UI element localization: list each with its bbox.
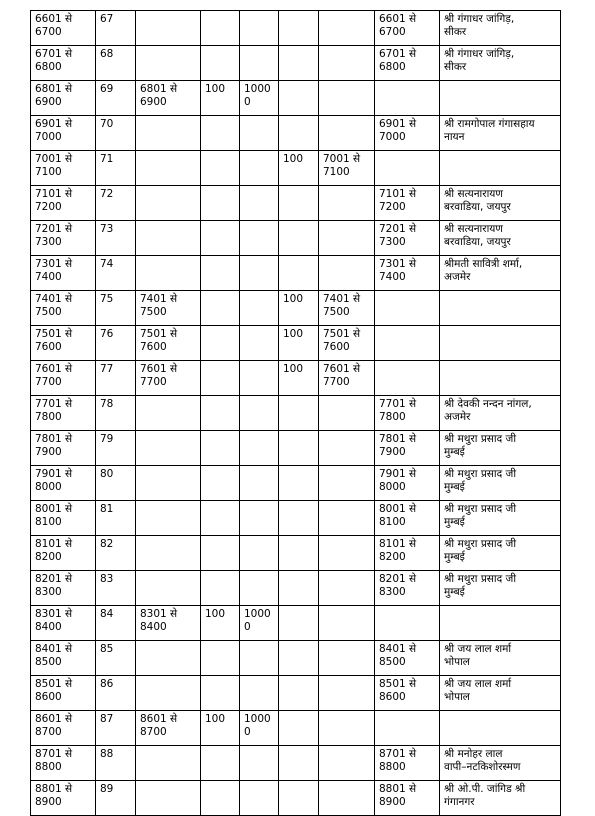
transfer-qty-cell: 100 xyxy=(279,151,319,186)
serial-cell: 86 xyxy=(96,676,136,711)
table-row xyxy=(31,326,561,361)
allotted-range-cell: 7401 से 7500 xyxy=(136,291,201,326)
allotted-range-cell xyxy=(136,116,201,151)
transfer-range-cell xyxy=(319,431,375,466)
holder-name-cell: श्री मथुरा प्रसाद जी मुम्बई xyxy=(440,501,561,536)
allotted-range-cell xyxy=(136,571,201,606)
holder-name-cell: श्री गंगाधर जांगिड़, सीकर xyxy=(440,46,561,81)
transfer-qty-cell xyxy=(279,221,319,256)
document-page xyxy=(30,10,561,816)
range-cell: 7101 से 7200 xyxy=(31,186,96,221)
allotted-qty-cell xyxy=(201,641,240,676)
range-cell: 7801 से 7900 xyxy=(31,431,96,466)
holder-name-cell: श्री ओ.पी. जांगिड श्री गंगानगर xyxy=(440,781,561,816)
allotted-amount-cell xyxy=(240,256,279,291)
allotted-range-cell xyxy=(136,746,201,781)
allotted-amount-cell xyxy=(240,466,279,501)
transfer-qty-cell xyxy=(279,256,319,291)
holder-name-cell: श्री जय लाल शर्मा भोपाल xyxy=(440,676,561,711)
allotted-range-cell: 7601 से 7700 xyxy=(136,361,201,396)
transfer-range-cell xyxy=(319,571,375,606)
allotted-qty-cell xyxy=(201,46,240,81)
transfer-qty-cell xyxy=(279,711,319,746)
holder-name-cell: श्री जय लाल शर्मा भोपाल xyxy=(440,641,561,676)
allotted-range-cell: 8301 से 8400 xyxy=(136,606,201,641)
serial-cell: 71 xyxy=(96,151,136,186)
allotted-amount-cell xyxy=(240,291,279,326)
holder-name-cell xyxy=(440,151,561,186)
table-body xyxy=(31,11,561,816)
range-cell: 7401 से 7500 xyxy=(31,291,96,326)
transfer-range-cell xyxy=(319,536,375,571)
range-cell: 7501 से 7600 xyxy=(31,326,96,361)
holder-name-cell xyxy=(440,81,561,116)
holder-name-cell: श्रीमती सावित्री शर्मा, अजमेर xyxy=(440,256,561,291)
allotted-qty-cell xyxy=(201,326,240,361)
allotted-range-cell xyxy=(136,186,201,221)
holder-range-cell: 7801 से 7900 xyxy=(375,431,440,466)
allotted-amount-cell xyxy=(240,326,279,361)
serial-cell: 72 xyxy=(96,186,136,221)
allotted-range-cell xyxy=(136,151,201,186)
range-cell: 7601 से 7700 xyxy=(31,361,96,396)
allotted-amount-cell: 1000 0 xyxy=(240,711,279,746)
table-row xyxy=(31,746,561,781)
transfer-qty-cell: 100 xyxy=(279,361,319,396)
serial-cell: 84 xyxy=(96,606,136,641)
holder-name-cell: श्री मनोहर लाल वापी–नटकिशोरस्मण xyxy=(440,746,561,781)
serial-cell: 73 xyxy=(96,221,136,256)
transfer-qty-cell xyxy=(279,431,319,466)
allotted-qty-cell xyxy=(201,361,240,396)
transfer-range-cell xyxy=(319,781,375,816)
holder-name-cell: श्री गंगाधर जांगिड़, सीकर xyxy=(440,11,561,46)
holder-range-cell xyxy=(375,606,440,641)
range-cell: 8701 से 8800 xyxy=(31,746,96,781)
holder-range-cell xyxy=(375,291,440,326)
table-row xyxy=(31,781,561,816)
transfer-qty-cell xyxy=(279,606,319,641)
allotted-amount-cell xyxy=(240,676,279,711)
transfer-range-cell xyxy=(319,396,375,431)
allotted-amount-cell: 1000 0 xyxy=(240,606,279,641)
table-row xyxy=(31,81,561,116)
transfer-qty-cell xyxy=(279,81,319,116)
serial-cell: 87 xyxy=(96,711,136,746)
table-row xyxy=(31,606,561,641)
transfer-range-cell xyxy=(319,186,375,221)
transfer-qty-cell: 100 xyxy=(279,291,319,326)
transfer-range-cell: 7001 से 7100 xyxy=(319,151,375,186)
table-row xyxy=(31,466,561,501)
allotted-amount-cell xyxy=(240,536,279,571)
holder-name-cell xyxy=(440,361,561,396)
transfer-range-cell xyxy=(319,711,375,746)
serial-cell: 82 xyxy=(96,536,136,571)
allotted-range-cell: 7501 से 7600 xyxy=(136,326,201,361)
allotted-amount-cell xyxy=(240,571,279,606)
holder-range-cell: 7901 से 8000 xyxy=(375,466,440,501)
transfer-range-cell xyxy=(319,746,375,781)
holder-range-cell xyxy=(375,326,440,361)
allotted-amount-cell xyxy=(240,781,279,816)
table-row xyxy=(31,221,561,256)
allotted-qty-cell xyxy=(201,781,240,816)
holder-range-cell xyxy=(375,711,440,746)
holder-range-cell: 8501 से 8600 xyxy=(375,676,440,711)
table-row xyxy=(31,431,561,466)
range-cell: 7001 से 7100 xyxy=(31,151,96,186)
transfer-range-cell: 7501 से 7600 xyxy=(319,326,375,361)
holder-name-cell: श्री मथुरा प्रसाद जी मुम्बई xyxy=(440,466,561,501)
serial-cell: 78 xyxy=(96,396,136,431)
table-row xyxy=(31,11,561,46)
transfer-range-cell xyxy=(319,676,375,711)
holder-name-cell xyxy=(440,606,561,641)
allotted-qty-cell xyxy=(201,571,240,606)
allotted-qty-cell xyxy=(201,501,240,536)
allotted-amount-cell: 1000 0 xyxy=(240,81,279,116)
serial-cell: 69 xyxy=(96,81,136,116)
serial-cell: 79 xyxy=(96,431,136,466)
allotted-qty-cell xyxy=(201,11,240,46)
allotted-amount-cell xyxy=(240,431,279,466)
table-row xyxy=(31,186,561,221)
serial-cell: 85 xyxy=(96,641,136,676)
table-row xyxy=(31,46,561,81)
serial-cell: 89 xyxy=(96,781,136,816)
allotted-range-cell xyxy=(136,781,201,816)
transfer-range-cell: 7401 से 7500 xyxy=(319,291,375,326)
allotted-amount-cell xyxy=(240,501,279,536)
holder-range-cell: 8201 से 8300 xyxy=(375,571,440,606)
transfer-qty-cell: 100 xyxy=(279,326,319,361)
allotted-qty-cell: 100 xyxy=(201,606,240,641)
allotted-amount-cell xyxy=(240,396,279,431)
transfer-range-cell xyxy=(319,221,375,256)
table-row xyxy=(31,676,561,711)
range-cell: 6601 से 6700 xyxy=(31,11,96,46)
holder-range-cell: 7101 से 7200 xyxy=(375,186,440,221)
transfer-qty-cell xyxy=(279,11,319,46)
holder-name-cell xyxy=(440,291,561,326)
allotted-range-cell xyxy=(136,396,201,431)
transfer-qty-cell xyxy=(279,571,319,606)
holder-range-cell: 8401 से 8500 xyxy=(375,641,440,676)
transfer-qty-cell xyxy=(279,46,319,81)
allotted-amount-cell xyxy=(240,46,279,81)
allotted-qty-cell xyxy=(201,221,240,256)
transfer-range-cell xyxy=(319,116,375,151)
transfer-qty-cell xyxy=(279,501,319,536)
allotted-amount-cell xyxy=(240,221,279,256)
serial-cell: 74 xyxy=(96,256,136,291)
serial-cell: 76 xyxy=(96,326,136,361)
allotted-qty-cell xyxy=(201,676,240,711)
allotted-amount-cell xyxy=(240,641,279,676)
holder-name-cell xyxy=(440,326,561,361)
allotted-qty-cell xyxy=(201,116,240,151)
allotted-qty-cell xyxy=(201,746,240,781)
holder-name-cell: श्री रामगोपाल गंगासहाय नायन xyxy=(440,116,561,151)
holder-range-cell: 7701 से 7800 xyxy=(375,396,440,431)
allotted-amount-cell xyxy=(240,11,279,46)
transfer-qty-cell xyxy=(279,186,319,221)
holder-name-cell: श्री सत्यनारायण बरवाडिया, जयपुर xyxy=(440,186,561,221)
table-row xyxy=(31,536,561,571)
allotted-amount-cell xyxy=(240,746,279,781)
allotted-amount-cell xyxy=(240,151,279,186)
allotted-range-cell: 8601 से 8700 xyxy=(136,711,201,746)
transfer-range-cell xyxy=(319,501,375,536)
range-cell: 8301 से 8400 xyxy=(31,606,96,641)
serial-cell: 70 xyxy=(96,116,136,151)
range-cell: 7701 से 7800 xyxy=(31,396,96,431)
transfer-qty-cell xyxy=(279,116,319,151)
transfer-qty-cell xyxy=(279,396,319,431)
holder-range-cell: 6701 से 6800 xyxy=(375,46,440,81)
serial-cell: 80 xyxy=(96,466,136,501)
table-row xyxy=(31,361,561,396)
holder-range-cell xyxy=(375,81,440,116)
allotted-qty-cell xyxy=(201,256,240,291)
allotted-range-cell xyxy=(136,501,201,536)
holder-name-cell xyxy=(440,711,561,746)
transfer-range-cell xyxy=(319,11,375,46)
allotted-amount-cell xyxy=(240,116,279,151)
allotted-range-cell: 6801 से 6900 xyxy=(136,81,201,116)
transfer-range-cell xyxy=(319,256,375,291)
range-cell: 6701 से 6800 xyxy=(31,46,96,81)
transfer-range-cell xyxy=(319,81,375,116)
range-cell: 8201 से 8300 xyxy=(31,571,96,606)
transfer-qty-cell xyxy=(279,781,319,816)
allotted-amount-cell xyxy=(240,186,279,221)
range-cell: 8101 से 8200 xyxy=(31,536,96,571)
table-row xyxy=(31,501,561,536)
table-row xyxy=(31,116,561,151)
table-row xyxy=(31,641,561,676)
allotted-qty-cell xyxy=(201,431,240,466)
holder-range-cell: 6901 से 7000 xyxy=(375,116,440,151)
serial-cell: 88 xyxy=(96,746,136,781)
transfer-qty-cell xyxy=(279,676,319,711)
allotted-qty-cell xyxy=(201,536,240,571)
allotted-range-cell xyxy=(136,11,201,46)
serial-cell: 67 xyxy=(96,11,136,46)
allotted-range-cell xyxy=(136,466,201,501)
holder-name-cell: श्री सत्यनारायण बरवाडिया, जयपुर xyxy=(440,221,561,256)
table-row xyxy=(31,396,561,431)
holder-range-cell: 7201 से 7300 xyxy=(375,221,440,256)
range-cell: 8401 से 8500 xyxy=(31,641,96,676)
range-cell: 8801 से 8900 xyxy=(31,781,96,816)
allotted-range-cell xyxy=(136,431,201,466)
range-cell: 8001 से 8100 xyxy=(31,501,96,536)
transfer-qty-cell xyxy=(279,466,319,501)
transfer-range-cell: 7601 से 7700 xyxy=(319,361,375,396)
transfer-qty-cell xyxy=(279,536,319,571)
allotted-qty-cell xyxy=(201,186,240,221)
holder-name-cell: श्री देवकी नन्दन नांगल, अजमेर xyxy=(440,396,561,431)
range-cell: 6801 से 6900 xyxy=(31,81,96,116)
allotted-range-cell xyxy=(136,676,201,711)
table-row xyxy=(31,711,561,746)
transfer-range-cell xyxy=(319,466,375,501)
allotted-qty-cell xyxy=(201,396,240,431)
holder-name-cell: श्री मथुरा प्रसाद जी मुम्बई xyxy=(440,571,561,606)
table-row xyxy=(31,291,561,326)
holder-range-cell: 7301 से 7400 xyxy=(375,256,440,291)
allotted-range-cell xyxy=(136,536,201,571)
holder-range-cell: 8701 से 8800 xyxy=(375,746,440,781)
allotted-range-cell xyxy=(136,46,201,81)
allotted-qty-cell: 100 xyxy=(201,81,240,116)
transfer-range-cell xyxy=(319,46,375,81)
transfer-qty-cell xyxy=(279,746,319,781)
allotted-qty-cell: 100 xyxy=(201,711,240,746)
table-row xyxy=(31,571,561,606)
holder-range-cell xyxy=(375,151,440,186)
range-cell: 6901 से 7000 xyxy=(31,116,96,151)
allotted-qty-cell xyxy=(201,466,240,501)
allotted-qty-cell xyxy=(201,291,240,326)
serial-cell: 83 xyxy=(96,571,136,606)
serial-cell: 81 xyxy=(96,501,136,536)
holder-range-cell: 8001 से 8100 xyxy=(375,501,440,536)
serial-cell: 75 xyxy=(96,291,136,326)
holder-range-cell: 8101 से 8200 xyxy=(375,536,440,571)
table-row xyxy=(31,256,561,291)
range-cell: 8601 से 8700 xyxy=(31,711,96,746)
allotted-range-cell xyxy=(136,256,201,291)
allotted-amount-cell xyxy=(240,361,279,396)
transfer-range-cell xyxy=(319,606,375,641)
share-range-table xyxy=(30,10,561,816)
allotted-range-cell xyxy=(136,221,201,256)
holder-name-cell: श्री मथुरा प्रसाद जी मुम्बई xyxy=(440,536,561,571)
holder-range-cell xyxy=(375,361,440,396)
holder-range-cell: 8801 से 8900 xyxy=(375,781,440,816)
holder-range-cell: 6601 से 6700 xyxy=(375,11,440,46)
serial-cell: 68 xyxy=(96,46,136,81)
holder-name-cell: श्री मथुरा प्रसाद जी मुम्बई xyxy=(440,431,561,466)
table-row xyxy=(31,151,561,186)
transfer-qty-cell xyxy=(279,641,319,676)
serial-cell: 77 xyxy=(96,361,136,396)
range-cell: 7201 से 7300 xyxy=(31,221,96,256)
allotted-qty-cell xyxy=(201,151,240,186)
range-cell: 7301 से 7400 xyxy=(31,256,96,291)
range-cell: 8501 से 8600 xyxy=(31,676,96,711)
transfer-range-cell xyxy=(319,641,375,676)
allotted-range-cell xyxy=(136,641,201,676)
range-cell: 7901 से 8000 xyxy=(31,466,96,501)
